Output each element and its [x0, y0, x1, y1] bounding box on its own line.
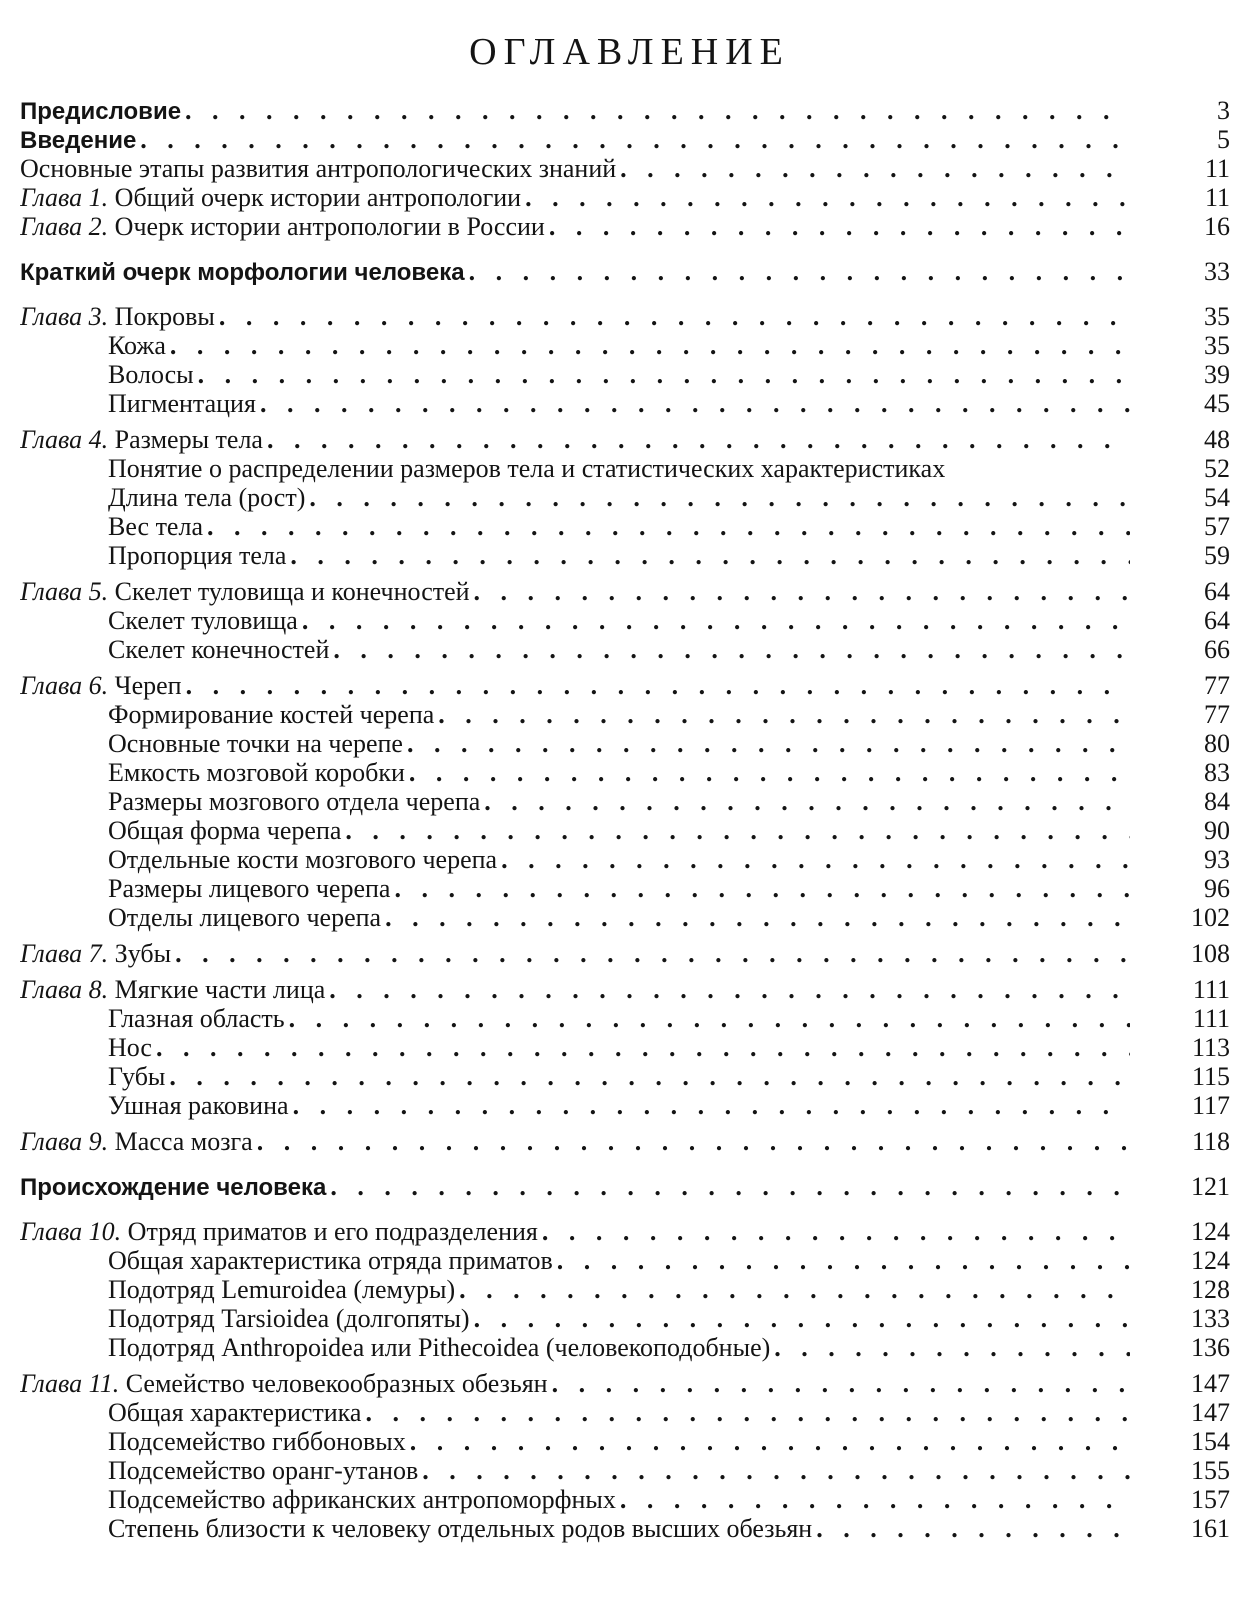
toc-entry-text-wrap: [108, 903, 385, 932]
toc-entry: [20, 389, 1230, 418]
page-number: 108: [1191, 939, 1230, 968]
page-number: 59: [1204, 541, 1230, 570]
page-number: 155: [1191, 1456, 1230, 1485]
page-number: 77: [1204, 700, 1230, 729]
toc-entry-label: [108, 1004, 1130, 1033]
toc-entry-label: [108, 1062, 1130, 1091]
toc-entry: [20, 541, 1230, 570]
toc-chapter-entry: [20, 939, 1230, 968]
toc-entry-text-wrap: [108, 816, 345, 845]
toc-entry-label: [108, 512, 1130, 541]
toc-entry: [20, 1304, 1230, 1333]
toc-entry-text-wrap: [20, 1174, 330, 1201]
page-number: 154: [1191, 1427, 1230, 1456]
toc-entry-text-wrap: [20, 98, 185, 125]
entry-title: Происхождение человека: [20, 1174, 327, 1201]
toc-section-entry: [20, 1172, 1230, 1201]
entry-title: Краткий очерк морфологии человека: [20, 259, 465, 286]
toc-entry: [20, 1514, 1230, 1543]
toc-entry-text-wrap: [108, 1091, 293, 1120]
entry-title: Подотряд Lemuroidea (лемуры): [108, 1275, 456, 1304]
page-number: 133: [1191, 1304, 1230, 1333]
page-number: 124: [1191, 1246, 1230, 1275]
toc-entry-label: [20, 1369, 1130, 1398]
page-number: 48: [1204, 425, 1230, 454]
entry-title: Скелет конечностей: [108, 635, 330, 664]
page-number: 111: [1192, 1004, 1230, 1033]
toc-entry: [20, 635, 1230, 664]
toc-entry-label: [20, 671, 1130, 700]
toc-entry-label: [20, 96, 1130, 126]
toc-entry-text-wrap: [108, 1398, 365, 1427]
entry-title: Отделы лицевого черепа: [108, 903, 382, 932]
toc-entry-label: [20, 577, 1130, 606]
toc-entry-label: [20, 154, 1130, 183]
entry-title: Подотряд Tarsioidea (долгопяты): [108, 1304, 470, 1333]
toc-entry-text-wrap: [20, 259, 469, 286]
chapter-prefix: Глава 6.: [20, 671, 109, 700]
toc-entry-label: [108, 700, 1130, 729]
toc-entry-text-wrap: [108, 1062, 169, 1091]
entry-title: Скелет туловища: [108, 606, 298, 635]
toc-entry-text-wrap: [108, 1456, 422, 1485]
toc-entry-label: [108, 541, 1130, 570]
toc-entry: [20, 1427, 1230, 1456]
page-number: 39: [1204, 360, 1230, 389]
page-number: 35: [1204, 302, 1230, 331]
toc-entry-text-wrap: [108, 758, 409, 787]
page-number: 117: [1191, 1091, 1230, 1120]
toc-entry-label: [20, 975, 1130, 1004]
entry-title: Мягкие части лица: [114, 975, 326, 1004]
entry-title: Подсемейство африканских антропоморфных: [108, 1485, 616, 1514]
toc-entry-label: [108, 331, 1130, 360]
page-number: 118: [1191, 1127, 1230, 1156]
toc-entry-label: [108, 1485, 1130, 1514]
page-number: 124: [1191, 1217, 1230, 1246]
toc-entry: [20, 787, 1230, 816]
toc-entry-text-wrap: [108, 331, 170, 360]
chapter-prefix: Глава 11.: [20, 1369, 120, 1398]
page-number: 11: [1204, 154, 1230, 183]
entry-title: Отряд приматов и его подразделения: [127, 1217, 538, 1246]
entry-title: Общая характеристика: [108, 1398, 362, 1427]
toc-entry-text-wrap: [108, 874, 394, 903]
toc-entry-text-wrap: [108, 1485, 620, 1514]
entry-title: Подсемейство оранг-утанов: [108, 1456, 419, 1485]
entry-title: Кожа: [108, 331, 166, 360]
page-number: 83: [1204, 758, 1230, 787]
entry-title: Размеры мозгового отдела черепа: [108, 787, 481, 816]
toc-entry-label: [108, 389, 1130, 418]
toc-entry-label: [20, 1217, 1130, 1246]
entry-title: Формирование костей черепа: [108, 700, 435, 729]
page-number: 3: [1217, 96, 1230, 125]
toc-entry-text-wrap: [20, 154, 620, 183]
toc-entry-text-wrap: [20, 127, 140, 154]
page-number: 147: [1191, 1369, 1230, 1398]
page-number: 64: [1204, 606, 1230, 635]
toc-entry: [20, 845, 1230, 874]
toc-entry-label: [108, 1275, 1130, 1304]
entry-title: Подотряд Anthropoidea или Pithecoidea (человекоподобные): [108, 1333, 771, 1362]
toc-entry: [20, 1062, 1230, 1091]
toc-entry: [20, 512, 1230, 541]
chapter-prefix: Глава 10.: [20, 1217, 122, 1246]
toc-entry: [20, 606, 1230, 635]
entry-title: Емкость мозговой коробки: [108, 758, 405, 787]
page-number: 90: [1204, 816, 1230, 845]
toc-entry-text-wrap: [20, 1127, 257, 1156]
toc-entry-label: [108, 1091, 1130, 1120]
toc-chapter-entry: [20, 212, 1230, 241]
toc-entry-text-wrap: [108, 389, 260, 418]
page-number: 113: [1191, 1033, 1230, 1062]
page-number: 35: [1204, 331, 1230, 360]
toc-entry-text-wrap: [108, 845, 501, 874]
toc-entry: [20, 816, 1230, 845]
toc-chapter-entry: [20, 975, 1230, 1004]
toc-entry: [20, 1004, 1230, 1033]
toc-entry-label: [20, 939, 1130, 968]
entry-title: Ушная раковина: [108, 1091, 289, 1120]
toc-entry-text-wrap: [20, 939, 175, 968]
entry-title: Волосы: [108, 360, 194, 389]
toc-entry-text-wrap: [108, 1514, 816, 1543]
page-number: 45: [1204, 389, 1230, 418]
toc-entry-text-wrap: [108, 700, 438, 729]
toc-entry-text-wrap: [20, 183, 525, 212]
toc-entry-text-wrap: [108, 1004, 289, 1033]
toc-chapter-entry: [20, 577, 1230, 606]
entry-title: Размеры лицевого черепа: [108, 874, 391, 903]
toc-entry-label: [108, 758, 1130, 787]
page-number: 16: [1204, 212, 1230, 241]
toc-entry-text-wrap: [108, 1427, 410, 1456]
page-number: 136: [1191, 1333, 1230, 1362]
toc-entry-text-wrap: [20, 302, 219, 331]
toc-entry-text-wrap: [108, 512, 207, 541]
toc-entry-label: [108, 1514, 1130, 1543]
page-number: 157: [1191, 1485, 1230, 1514]
toc-entry-text-wrap: [108, 360, 198, 389]
entry-title: Вес тела: [108, 512, 203, 541]
toc-entry: [20, 874, 1230, 903]
toc-entry-label: [20, 302, 1130, 331]
toc-entry-label: [20, 125, 1130, 155]
toc-entry-label: [108, 816, 1130, 845]
toc-entry-label: [108, 1456, 1130, 1485]
toc-entry: [20, 903, 1230, 932]
toc-entry-text-wrap: [20, 1369, 552, 1398]
page-number: 96: [1204, 874, 1230, 903]
toc-entry-text-wrap: [108, 729, 407, 758]
toc-entry-text-wrap: [20, 1217, 542, 1246]
toc-entry-label: [108, 1246, 1130, 1275]
entry-title: Зубы: [114, 939, 172, 968]
page-number: 77: [1204, 671, 1230, 700]
toc-entry-text-wrap: [108, 1246, 557, 1275]
entry-title: Губы: [108, 1062, 166, 1091]
entry-title: Основные этапы развития антропологических знаний: [20, 154, 617, 183]
toc-entry-text-wrap: [20, 975, 329, 1004]
toc-entry-text-wrap: [108, 606, 302, 635]
toc-entry: [20, 331, 1230, 360]
entry-title: Отдельные кости мозгового черепа: [108, 845, 498, 874]
toc-entry-label: [108, 787, 1130, 816]
toc-entry-label: [108, 1398, 1130, 1427]
toc-entry: [20, 1033, 1230, 1062]
toc-entry-label: [108, 729, 1130, 758]
table-of-contents: [20, 96, 1230, 1543]
toc-entry-label: [20, 1127, 1130, 1156]
entry-title: Скелет туловища и конечностей: [114, 577, 470, 606]
toc-entry-text-wrap: [20, 671, 186, 700]
toc-entry: [20, 729, 1230, 758]
toc-entry-label: [20, 183, 1130, 212]
page-number: 11: [1204, 183, 1230, 212]
page-number: 54: [1204, 483, 1230, 512]
toc-entry-text-wrap: [108, 483, 309, 512]
toc-entry-text-wrap: [108, 1333, 774, 1362]
toc-entry-text-wrap: [108, 787, 484, 816]
entry-title: Глазная область: [108, 1004, 285, 1033]
page-number: 111: [1192, 975, 1230, 1004]
entry-title: Общий очерк истории антропологии: [114, 183, 522, 212]
entry-title: Пропорция тела: [108, 541, 287, 570]
page-number: 147: [1191, 1398, 1230, 1427]
entry-title: Семейство человекообразных обезьян: [125, 1369, 548, 1398]
page-title: ОГЛАВЛЕНИЕ: [469, 31, 790, 73]
page-number: 66: [1204, 635, 1230, 664]
chapter-prefix: Глава 7.: [20, 939, 109, 968]
page-number: 84: [1204, 787, 1230, 816]
toc-entry: [20, 1333, 1230, 1362]
toc-entry-label: [108, 635, 1130, 664]
toc-entry: [20, 700, 1230, 729]
toc-chapter-entry: [20, 1217, 1230, 1246]
toc-entry: [20, 758, 1230, 787]
toc-section-entry: [20, 125, 1230, 154]
toc-entry-text-wrap: [108, 1275, 459, 1304]
entry-title: Длина тела (рост): [108, 483, 306, 512]
chapter-prefix: Глава 4.: [20, 425, 109, 454]
toc-entry-text-wrap: [108, 541, 290, 570]
chapter-prefix: Глава 8.: [20, 975, 109, 1004]
entry-title: Масса мозга: [114, 1127, 253, 1156]
entry-title: Введение: [20, 127, 137, 154]
page-number: 52: [1204, 454, 1230, 483]
toc-entry-label: [108, 1333, 1130, 1362]
entry-title: Череп: [114, 671, 182, 700]
entry-title: Покровы: [114, 302, 215, 331]
chapter-prefix: Глава 5.: [20, 577, 109, 606]
toc-entry: [20, 1275, 1230, 1304]
toc-section-entry: [20, 257, 1230, 286]
entry-title: Общая характеристика отряда приматов: [108, 1246, 553, 1275]
toc-entry: [20, 154, 1230, 183]
chapter-prefix: Глава 3.: [20, 302, 109, 331]
toc-entry-label: [20, 1172, 1130, 1202]
toc-entry-label: [108, 845, 1130, 874]
toc-entry-label: [108, 1427, 1130, 1456]
page-number: 80: [1204, 729, 1230, 758]
entry-title: Общая форма черепа: [108, 816, 342, 845]
page-number: 64: [1204, 577, 1230, 606]
page-number: 115: [1191, 1062, 1230, 1091]
toc-entry-label: [108, 903, 1130, 932]
toc-entry-label: [108, 874, 1130, 903]
entry-title: Пигментация: [108, 389, 256, 418]
toc-entry: [20, 483, 1230, 512]
toc-entry-text-wrap: [108, 1304, 474, 1333]
toc-entry: [20, 1485, 1230, 1514]
toc-entry-text-wrap: [108, 454, 949, 483]
toc-chapter-entry: [20, 425, 1230, 454]
toc-entry-text-wrap: [20, 212, 549, 241]
toc-chapter-entry: [20, 183, 1230, 212]
entry-title: Степень близости к человеку отдельных родов высших обезьян: [108, 1514, 813, 1543]
toc-entry-label: [20, 257, 1130, 287]
page-number: 102: [1191, 903, 1230, 932]
toc-entry-text-wrap: [108, 1033, 156, 1062]
toc-entry: [20, 1398, 1230, 1427]
page-number: 128: [1191, 1275, 1230, 1304]
toc-entry-text-wrap: [20, 425, 267, 454]
toc-chapter-entry: [20, 302, 1230, 331]
entry-title: Предисловие: [20, 98, 182, 125]
toc-entry-label: [108, 1304, 1130, 1333]
toc-entry-label: [108, 360, 1130, 389]
page-number: 161: [1191, 1514, 1230, 1543]
toc-section-entry: [20, 96, 1230, 125]
chapter-prefix: Глава 1.: [20, 183, 109, 212]
toc-chapter-entry: [20, 1127, 1230, 1156]
toc-entry-text-wrap: [20, 577, 474, 606]
entry-title: Основные точки на черепе: [108, 729, 403, 758]
page-number: 33: [1204, 257, 1230, 286]
entry-title: Подсемейство гиббоновых: [108, 1427, 406, 1456]
page-number: 5: [1217, 125, 1230, 154]
toc-entry: [20, 1246, 1230, 1275]
toc-entry-label: [108, 483, 1130, 512]
toc-entry-label: [108, 606, 1130, 635]
chapter-prefix: Глава 9.: [20, 1127, 109, 1156]
toc-entry: [20, 454, 1230, 483]
toc-chapter-entry: [20, 1369, 1230, 1398]
page-number: 93: [1204, 845, 1230, 874]
chapter-prefix: Глава 2.: [20, 212, 109, 241]
entry-title: Нос: [108, 1033, 152, 1062]
page-number: 121: [1191, 1172, 1230, 1201]
toc-entry-label: [108, 454, 1130, 483]
entry-title: Размеры тела: [114, 425, 263, 454]
toc-entry-label: [20, 425, 1130, 454]
toc-entry: [20, 1456, 1230, 1485]
toc-entry-label: [20, 212, 1130, 241]
toc-entry: [20, 1091, 1230, 1120]
toc-entry-text-wrap: [108, 635, 333, 664]
toc-chapter-entry: [20, 671, 1230, 700]
entry-title: Понятие о распределении размеров тела и статистических характеристиках: [108, 454, 946, 483]
entry-title: Очерк истории антропологии в России: [114, 212, 545, 241]
toc-entry-label: [108, 1033, 1130, 1062]
toc-entry: [20, 360, 1230, 389]
page-number: 57: [1204, 512, 1230, 541]
